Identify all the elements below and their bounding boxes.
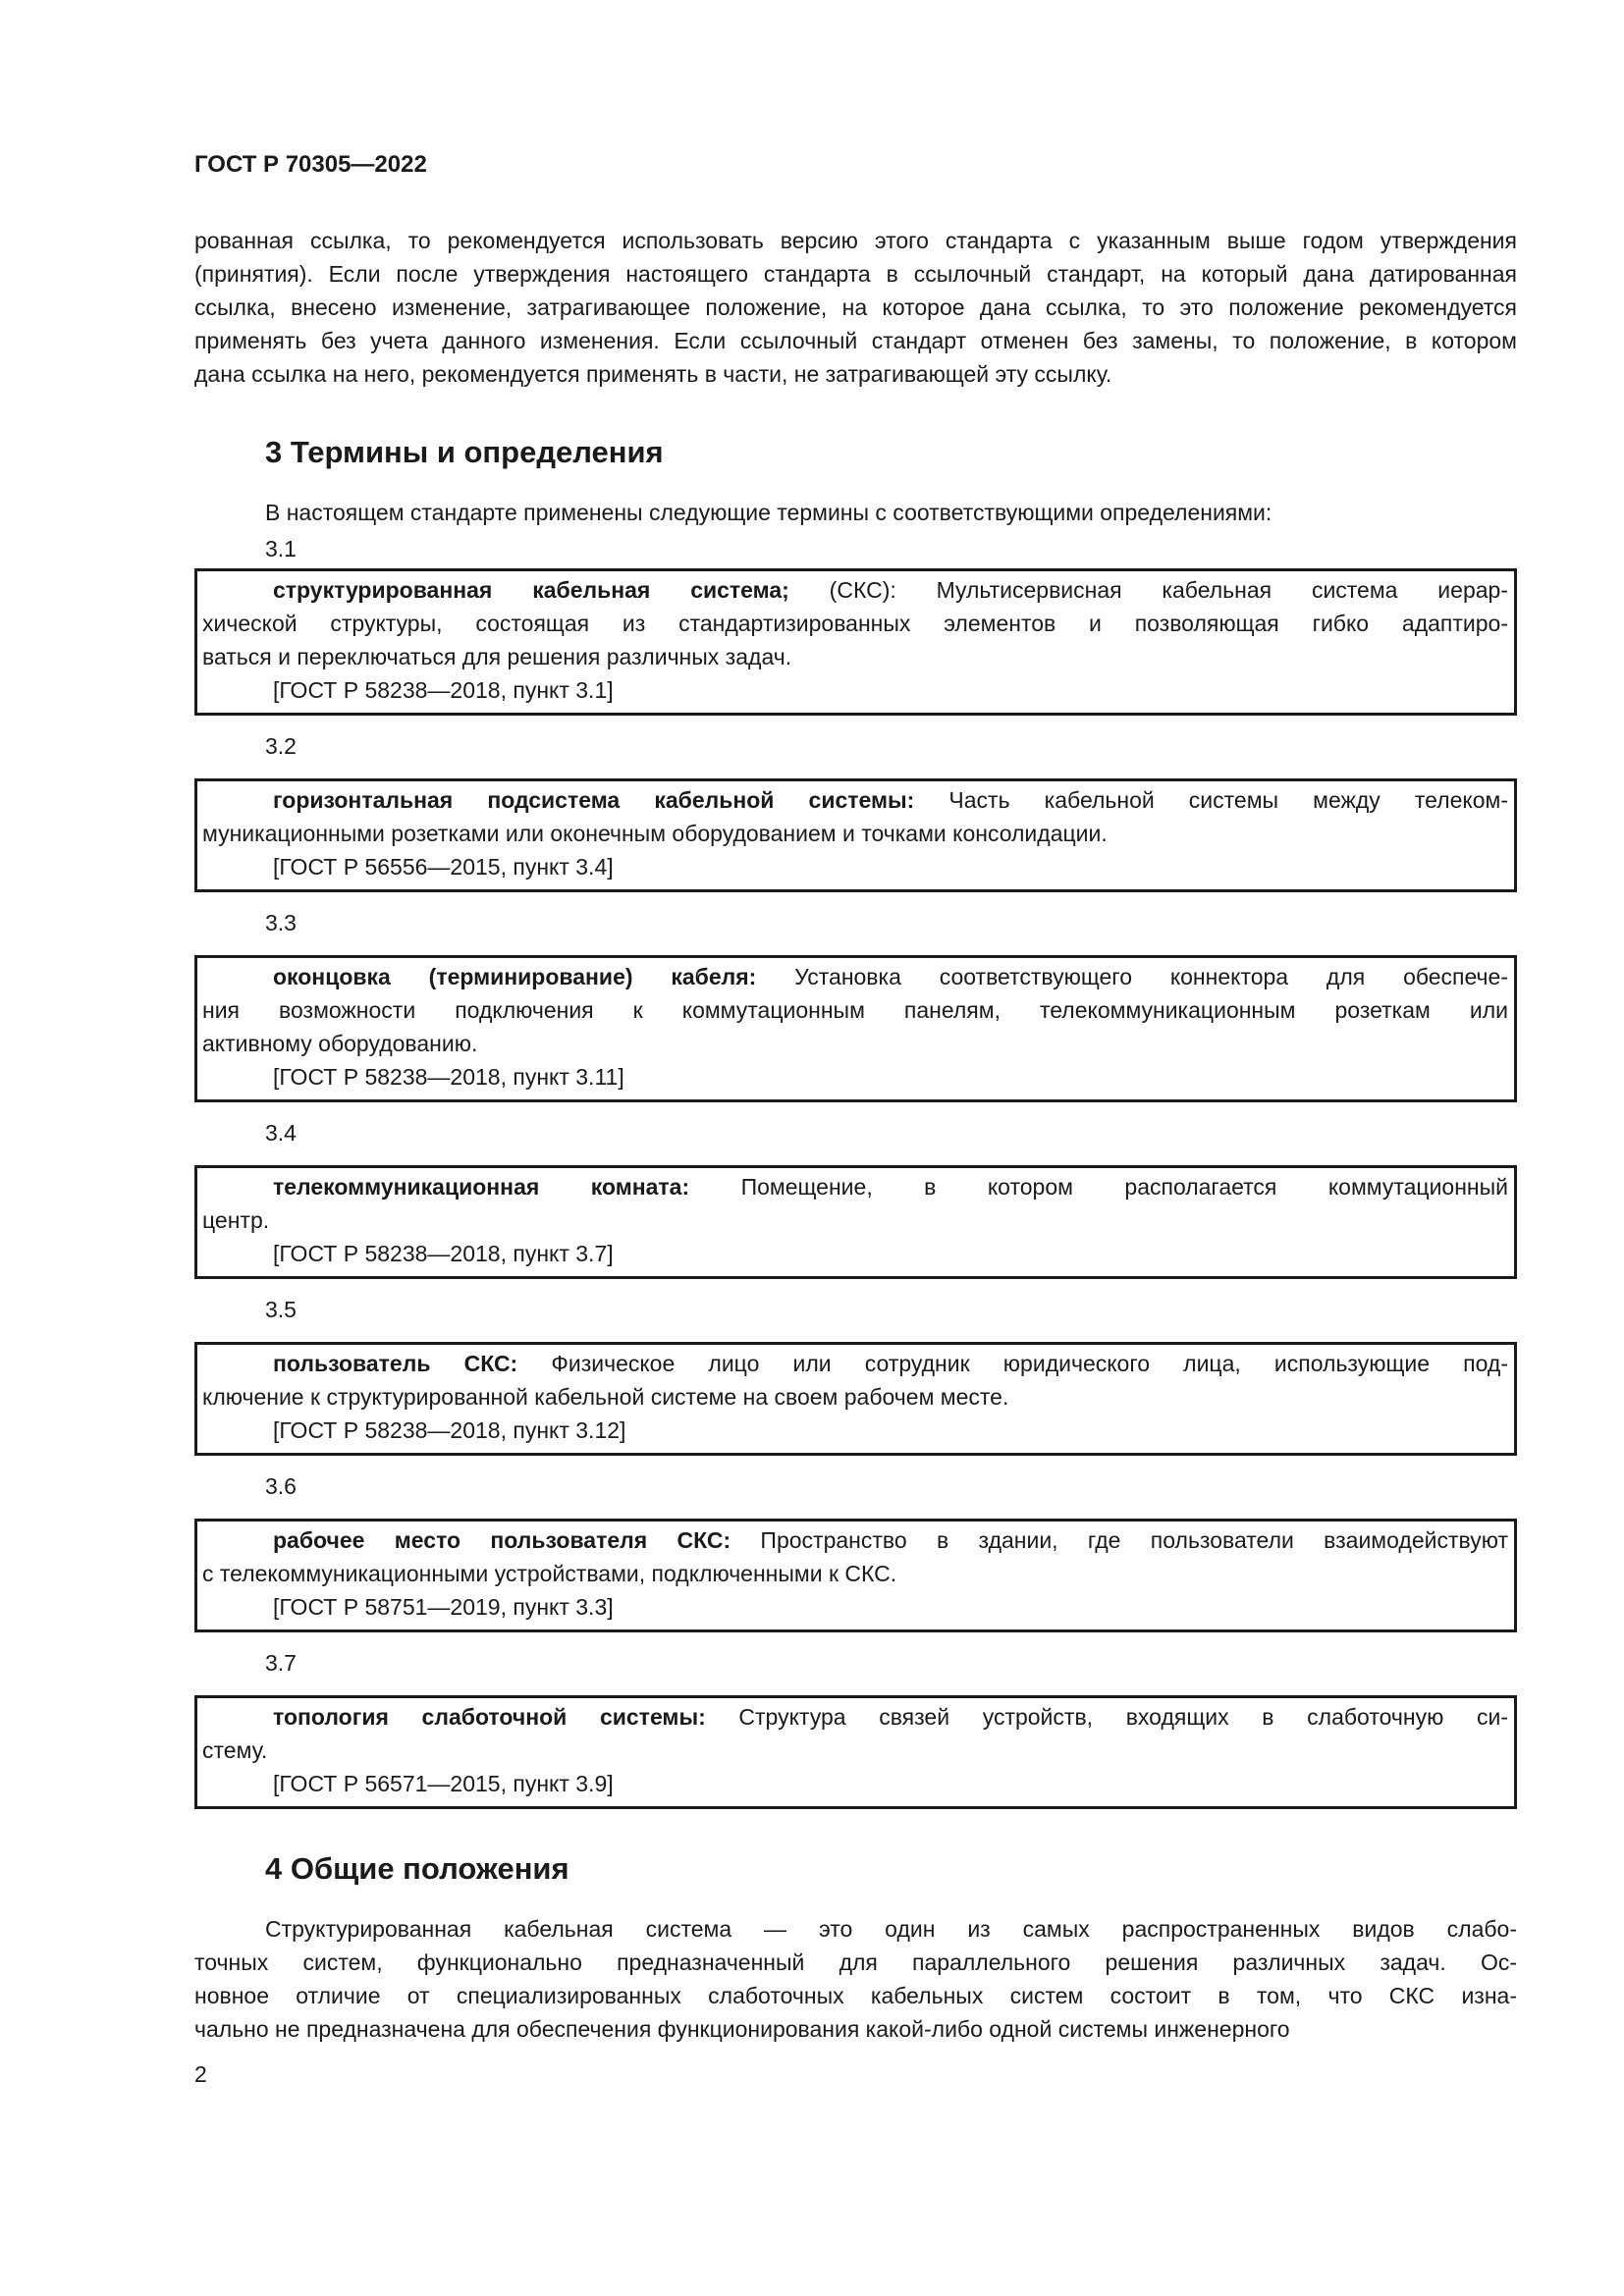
term-definition-box <box>194 1342 1517 1456</box>
text-line: ссылка, внесено изменение, затрагивающее положение, на которое дана ссылка, то это положение рекомендуется <box>194 294 1517 320</box>
term-source: [ГОСТ Р 58238—2018, пункт 3.1] <box>273 677 614 703</box>
term-name: структурированная кабельная система; <box>273 577 789 603</box>
section-4-paragraph <box>194 1912 1517 2046</box>
term-name: оконцовка (терминирование) кабеля: <box>273 964 757 989</box>
document-page <box>194 147 1517 2091</box>
text-line: применять без учета данного изменения. Если ссылочный стандарт отменен без замены, то положение, в котором <box>194 328 1517 353</box>
term-source: [ГОСТ Р 58238—2018, пункт 3.11] <box>273 1064 624 1090</box>
definition-text: ваться и переключаться для решения различных задач. <box>202 644 792 669</box>
term-source: [ГОСТ Р 58751—2019, пункт 3.3] <box>273 1594 614 1620</box>
term-definition-box <box>194 1165 1517 1279</box>
term-definition-box <box>194 955 1517 1102</box>
definition-text: стему. <box>202 1737 268 1763</box>
definition-line <box>202 993 1508 1027</box>
definition-text: центр. <box>202 1207 270 1233</box>
term-number: 3.4 <box>265 1120 297 1146</box>
term-source: [ГОСТ Р 56571—2015, пункт 3.9] <box>273 1771 614 1796</box>
term-number: 3.6 <box>265 1473 297 1499</box>
definition-line <box>202 640 1508 673</box>
definition-line <box>202 1523 1508 1557</box>
definition-text: Помещение, в котором располагается коммутационный <box>689 1174 1508 1200</box>
definition-text: муникационными розетками или оконечным оборудованием и точками консолидации. <box>202 821 1108 846</box>
definition-text: хической структуры, состоящая из стандартизированных элементов и позволяющая гибко адаптиро- <box>202 611 1508 636</box>
term-number: 3.7 <box>265 1650 297 1676</box>
definition-line <box>202 817 1508 850</box>
definition-line <box>202 960 1508 993</box>
term-definition-box <box>194 568 1517 716</box>
text-line: Структурированная кабельная система — это один из самых распространенных видов слабо- <box>265 1916 1517 1942</box>
text-line: рованная ссылка, то рекомендуется использовать версию этого стандарта с указанным выше годом утверждения <box>194 228 1517 253</box>
term-definition-box <box>194 778 1517 892</box>
definition-text: Физическое лицо или сотрудник юридического лица, использующие под- <box>517 1351 1508 1376</box>
intro-paragraph <box>194 224 1517 391</box>
definition-text: Часть кабельной системы между телеком- <box>914 787 1508 813</box>
definition-text: Структура связей устройств, входящих в слаботочную си- <box>705 1704 1508 1730</box>
definition-text: (СКС): Мультисервисная кабельная система иерар- <box>788 577 1508 603</box>
definition-line <box>202 1170 1508 1203</box>
text-line: чально не предназначена для обеспечения функционирования какой-либо одной системы инженерного <box>194 2016 1290 2042</box>
term-name: горизонтальная подсистема кабельной системы: <box>273 787 915 813</box>
definition-line <box>202 1557 1508 1590</box>
definition-line <box>202 607 1508 640</box>
definition-text: ключение к структурированной кабельной системе на своем рабочем месте. <box>202 1384 1009 1410</box>
term-source: [ГОСТ Р 56556—2015, пункт 3.4] <box>273 854 614 880</box>
term-number: 3.3 <box>265 910 297 935</box>
section-4-heading: 4 Общие положения <box>265 1851 569 1886</box>
term-name: телекоммуникационная комната: <box>273 1174 690 1200</box>
term-source: [ГОСТ Р 58238—2018, пункт 3.7] <box>273 1241 614 1266</box>
section-3-heading: 3 Термины и определения <box>265 435 664 469</box>
definition-line <box>202 1734 1508 1767</box>
term-name: рабочее место пользователя СКС: <box>273 1527 731 1553</box>
term-name: пользователь СКС: <box>273 1351 518 1376</box>
definition-line <box>202 1027 1508 1060</box>
page-number: 2 <box>194 2061 207 2087</box>
definition-line <box>202 1203 1508 1237</box>
term-definition-box <box>194 1695 1517 1809</box>
term-number: 3.5 <box>265 1297 297 1322</box>
document-header: ГОСТ Р 70305—2022 <box>194 151 427 178</box>
definition-line <box>202 1380 1508 1414</box>
term-number: 3.2 <box>265 733 297 759</box>
definition-text: активному оборудованию. <box>202 1031 478 1056</box>
terms-list <box>194 532 1517 1809</box>
definition-text: с телекоммуникационными устройствами, подключенными к СКС. <box>202 1561 897 1586</box>
text-line: дана ссылка на него, рекомендуется применять в части, не затрагивающей эту ссылку. <box>194 361 1112 387</box>
definition-line <box>202 573 1508 607</box>
term-name: топология слаботочной системы: <box>273 1704 706 1730</box>
definition-line <box>202 783 1508 817</box>
text-line: точных систем, функционально предназначенный для параллельного решения различных задач. Ос- <box>194 1949 1517 1975</box>
term-definition-box <box>194 1519 1517 1632</box>
definition-line <box>202 1700 1508 1734</box>
text-line: новное отличие от специализированных слаботочных кабельных систем состоит в том, что СКС изна- <box>194 1983 1517 2008</box>
term-number: 3.1 <box>265 536 297 561</box>
definition-text: ния возможности подключения к коммутационным панелям, телекоммуникационным розеткам или <box>202 997 1508 1023</box>
definition-line <box>202 1347 1508 1380</box>
term-source: [ГОСТ Р 58238—2018, пункт 3.12] <box>273 1417 626 1443</box>
section-3-lead: В настоящем стандарте применены следующие термины с соответствующими определениями: <box>265 500 1272 525</box>
definition-text: Пространство в здании, где пользователи взаимодействуют <box>731 1527 1508 1553</box>
definition-text: Установка соответствующего коннектора для обеспече- <box>756 964 1508 989</box>
text-line: (принятия). Если после утверждения настоящего стандарта в ссылочный стандарт, на который дана датированная <box>194 261 1517 287</box>
